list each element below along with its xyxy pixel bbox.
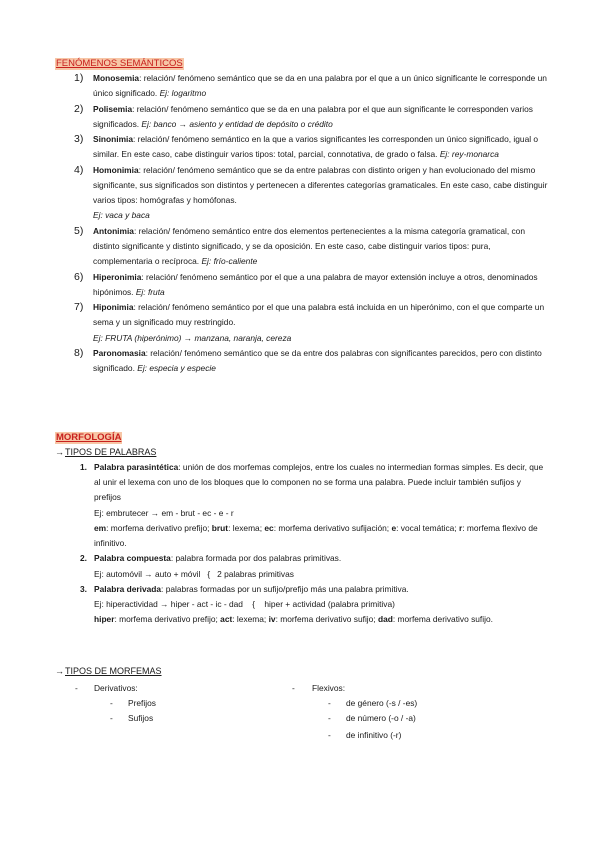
morpheme-term: dad xyxy=(377,614,393,625)
item-example: Ej: logaritmo xyxy=(159,88,207,99)
morpheme-desc: : morfema derivativo sufijo; xyxy=(275,614,378,625)
list-item xyxy=(74,132,550,162)
item-term: Homonimia xyxy=(93,164,139,175)
item-term: Polisemia xyxy=(93,103,133,114)
morpheme-term: r xyxy=(458,522,463,533)
arrow-icon: → xyxy=(55,666,64,676)
subheading-tipos-morfemas xyxy=(55,665,162,677)
dash-bullet: - xyxy=(328,713,331,723)
subheading-tipos-palabras xyxy=(55,446,156,458)
derivativos-item: Sufijos xyxy=(128,713,154,723)
morpheme-term: e xyxy=(391,522,397,533)
item-term: Sinonimia xyxy=(93,134,134,145)
dash-bullet: - xyxy=(75,683,78,693)
morpheme-desc: : morfema derivativo sufijación; xyxy=(273,522,392,533)
morpheme-term: brut xyxy=(211,522,229,533)
item-number: 1. xyxy=(80,462,87,472)
word-types-list xyxy=(80,460,550,628)
dash-bullet: - xyxy=(328,698,331,708)
subheading-label: TIPOS DE MORFEMAS xyxy=(65,666,162,676)
semantic-phenomena-list xyxy=(74,71,550,377)
dash-bullet: - xyxy=(328,730,331,740)
item-example: Ej: automóvil → auto + móvil { 2 palabras primitivas xyxy=(94,568,294,579)
item-example: Ej: rey-monarca xyxy=(439,149,499,160)
list-item xyxy=(74,102,550,132)
list-item xyxy=(80,582,550,628)
item-analysis xyxy=(94,612,550,627)
morpheme-term: ec xyxy=(264,522,274,533)
item-text: : relación/ fenómeno semántico que se da en una palabra por el que aun significante le corresponden varios significados. xyxy=(93,103,533,129)
morpheme-desc: : vocal temática; xyxy=(396,522,459,533)
list-item xyxy=(74,224,550,270)
morpheme-desc: : morfema derivativo prefijo; xyxy=(114,614,221,625)
derivativos-item: Prefijos xyxy=(128,698,156,708)
morpheme-desc: : morfema derivativo prefijo; xyxy=(106,522,212,533)
section-title-semanticos: FENÓMENOS SEMÁNTICOS xyxy=(56,58,183,69)
item-example: Ej: banco → asiento y entidad de depósito o crédito xyxy=(141,118,333,129)
item-term: Antonimia xyxy=(93,225,134,236)
morpheme-term: act xyxy=(220,614,233,625)
section-title-morfologia: MORFOLOGÍA xyxy=(56,432,122,443)
item-text: : palabras formadas por un sufijo/prefijo más una palabra primitiva. xyxy=(161,584,409,594)
flexivos-item: de número (-o / -a) xyxy=(346,713,416,723)
item-example: Ej: especia y especie xyxy=(137,363,216,374)
morpheme-desc: : lexema; xyxy=(228,522,265,533)
item-text: : relación/ fenómeno semántico que se da entre palabras con distinto origen y han evolucionado del mismo significante, sus significados son distintos y pertenecen a diferentes categorías gramaticales. En este caso, cabe distinguir varios tipos: homógrafas y homófonas. xyxy=(93,164,548,206)
item-text: : unión de dos morfemas complejos, entre los cuales no intermedian formas simples. Es decir, que al unir el lexema con uno de los bloques que lo componen no se forma una palabra. Puede incluir también sufijos y prefijos xyxy=(94,462,544,503)
list-item xyxy=(74,71,550,101)
item-example: Ej: fruta xyxy=(135,286,165,297)
item-text: : relación/ fenómeno semántico entre dos elementos pertenecientes a la misma categoría gramatical, con distinto significante y distinto significado, y se da oposición. En este caso, cabe distinguir varios tipos: pura, complementaria o recíproca. xyxy=(93,225,525,267)
item-number: 2) xyxy=(74,102,84,115)
morpheme-desc: : lexema; xyxy=(232,614,269,625)
list-item xyxy=(74,346,550,376)
item-example: Ej: frío-caliente xyxy=(201,256,258,267)
derivativos-label: Derivativos: xyxy=(94,683,138,693)
subheading-label: TIPOS DE PALABRAS xyxy=(65,447,157,457)
morpheme-desc: : morfema flexivo de infinitivo. xyxy=(94,522,538,549)
item-number: 5) xyxy=(74,224,84,237)
item-number: 1) xyxy=(74,72,84,84)
item-text: : relación/ fenómeno semántico por el que una palabra está incluida en un hiperónimo, con el que comparte un sema y un significado muy restringido. xyxy=(93,302,545,328)
item-example: Ej: FRUTA (hiperónimo) → manzana, naranja, cereza xyxy=(93,332,292,343)
item-term: Palabra parasintética xyxy=(94,462,179,472)
item-term: Paronomasia xyxy=(93,347,146,358)
arrow-icon: → xyxy=(55,447,64,457)
item-term: Hiponimia xyxy=(93,302,134,313)
flexivos-item: de infinitivo (-r) xyxy=(346,730,402,740)
item-text: : palabra formada por dos palabras primitivas. xyxy=(170,553,342,564)
item-number: 7) xyxy=(74,301,84,314)
item-text: : relación/ fenómeno semántico en la que a varios significantes les corresponden un único significado, igual o similar. En este caso, cabe distinguir varios tipos: total, parcial, connotativa, de grado o falsa. xyxy=(93,134,539,160)
list-item xyxy=(80,551,550,581)
item-text: : relación/ fenómeno semántico por el que a una palabra de mayor extensión incluye a otros, denominados hipónimos. xyxy=(93,271,538,297)
morpheme-term: em xyxy=(94,522,107,533)
flexivos-item: de género (-s / -es) xyxy=(346,698,418,708)
list-item xyxy=(74,163,550,224)
dash-bullet: - xyxy=(110,698,113,708)
item-term: Palabra compuesta xyxy=(94,553,171,564)
item-number: 8) xyxy=(74,346,84,359)
list-item xyxy=(74,270,550,300)
item-example: Ej: vaca y baca xyxy=(93,210,150,221)
item-number: 6) xyxy=(74,270,84,283)
dash-bullet: - xyxy=(292,683,295,693)
dash-bullet: - xyxy=(110,713,113,723)
list-item xyxy=(74,300,550,346)
item-number: 3) xyxy=(74,133,84,146)
item-example: Ej: hiperactividad → hiper - act - ic - dad { hiper + actividad (palabra primitiva) xyxy=(94,599,395,610)
item-analysis xyxy=(94,521,550,551)
item-example: Ej: embrutecer → em - brut - ec - e - r xyxy=(94,507,234,518)
item-term: Hiperonimia xyxy=(93,271,142,282)
list-item xyxy=(80,460,550,551)
item-term: Monosemia xyxy=(93,73,140,83)
morpheme-term: iv xyxy=(268,614,276,625)
item-text: : relación/ fenómeno semántico que se da entre dos palabras con significantes parecidos, pero con distinto significado. xyxy=(93,347,542,374)
item-term: Palabra derivada xyxy=(94,584,162,594)
item-number: 4) xyxy=(74,163,84,176)
morpheme-desc: : morfema derivativo sufijo. xyxy=(392,614,493,625)
morpheme-term: hiper xyxy=(94,614,115,625)
item-number: 2. xyxy=(80,553,87,564)
item-text: : relación/ fenómeno semántico que se da en una palabra por el que a un único significante le corresponde un único significado. xyxy=(93,73,547,99)
item-number: 3. xyxy=(80,584,87,594)
flexivos-label: Flexivos: xyxy=(312,683,346,693)
